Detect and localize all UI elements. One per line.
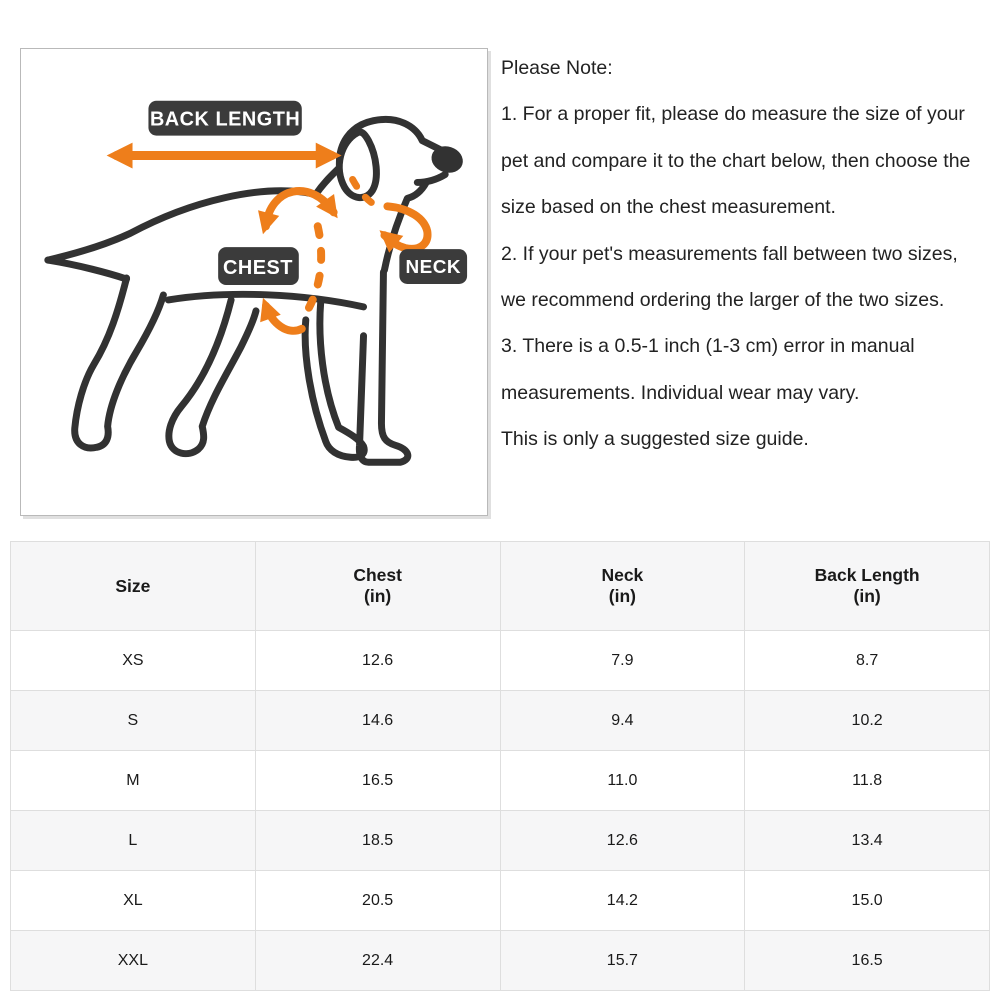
- cell-back-length: 15.0: [745, 871, 990, 931]
- back-length-label: [148, 101, 301, 136]
- cell-size: XL: [11, 871, 256, 931]
- note-line-3: size based on the chest measurement.: [501, 196, 836, 219]
- arrow-left-head: [107, 143, 133, 169]
- dog-diagram-svg: [21, 49, 487, 515]
- column-title: Back Length: [814, 565, 920, 585]
- neck-label: [399, 249, 467, 284]
- cell-size: L: [11, 811, 256, 871]
- column-unit: (in): [853, 586, 881, 606]
- cell-chest: 12.6: [255, 631, 500, 691]
- column-title: Size: [115, 575, 151, 596]
- column-header-back-length: [745, 542, 990, 631]
- note-line-6: 3. There is a 0.5-1 inch (1-3 cm) error in manual: [501, 335, 915, 358]
- dog-hind-leg-far: [75, 278, 164, 448]
- table-row-l: [11, 811, 990, 871]
- size-chart-header: [11, 542, 990, 631]
- cell-size: M: [11, 751, 256, 811]
- cell-size: XXL: [11, 931, 256, 991]
- column-unit: (in): [608, 586, 636, 606]
- dog-front-leg-near: [359, 272, 407, 462]
- note-line-1: 1. For a proper fit, please do measure the size of your: [501, 103, 965, 126]
- column-title: Neck: [601, 565, 644, 585]
- cell-neck: 11.0: [500, 751, 745, 811]
- dog-outline: [48, 119, 466, 462]
- note-panel: [501, 45, 1000, 463]
- back-length-label-text: BACK LENGTH: [149, 108, 301, 131]
- note-line-2: pet and compare it to the chart below, then choose the: [501, 149, 971, 172]
- cell-neck: 7.9: [500, 631, 745, 691]
- dog-tail-line: [48, 260, 127, 279]
- cell-neck: 14.2: [500, 871, 745, 931]
- cell-chest: 20.5: [255, 871, 500, 931]
- cell-chest: 16.5: [255, 751, 500, 811]
- note-line-5: we recommend ordering the larger of the two sizes.: [501, 289, 945, 312]
- note-line-8: This is only a suggested size guide.: [501, 428, 809, 451]
- cell-back-length: 10.2: [745, 691, 990, 751]
- cell-back-length: 13.4: [745, 811, 990, 871]
- table-row-xl: [11, 871, 990, 931]
- cell-chest: 22.4: [255, 931, 500, 991]
- cell-back-length: 11.8: [745, 751, 990, 811]
- cell-back-length: 16.5: [745, 931, 990, 991]
- cell-neck: 15.7: [500, 931, 745, 991]
- column-unit: (in): [364, 586, 392, 606]
- dog-back-head-line: [48, 119, 440, 260]
- table-row-m: [11, 751, 990, 811]
- dog-measurement-diagram: [20, 48, 488, 516]
- note-line-7: measurements. Individual wear may vary.: [501, 381, 860, 404]
- table-row-xs: [11, 631, 990, 691]
- chest-label: [218, 247, 299, 285]
- neck-label-text: NECK: [405, 257, 462, 279]
- size-chart-table: [10, 541, 990, 991]
- table-row-xxl: [11, 931, 990, 991]
- column-title: Chest: [353, 565, 402, 585]
- chest-label-text: CHEST: [222, 257, 293, 280]
- column-header-size: [11, 542, 256, 631]
- back-length-arrow: [107, 143, 342, 169]
- size-chart-body: [11, 631, 990, 991]
- cell-back-length: 8.7: [745, 631, 990, 691]
- header-row: [11, 542, 990, 631]
- cell-chest: 14.6: [255, 691, 500, 751]
- cell-neck: 9.4: [500, 691, 745, 751]
- cell-size: S: [11, 691, 256, 751]
- cell-neck: 12.6: [500, 811, 745, 871]
- note-line-4: 2. If your pet's measurements fall between two sizes,: [501, 242, 958, 265]
- column-header-chest: [255, 542, 500, 631]
- cell-size: XS: [11, 631, 256, 691]
- dog-hind-leg-near: [169, 300, 256, 454]
- table-row-s: [11, 691, 990, 751]
- cell-chest: 18.5: [255, 811, 500, 871]
- note-title: Please Note:: [501, 57, 613, 79]
- column-header-neck: [500, 542, 745, 631]
- dog-front-leg-far: [305, 302, 364, 457]
